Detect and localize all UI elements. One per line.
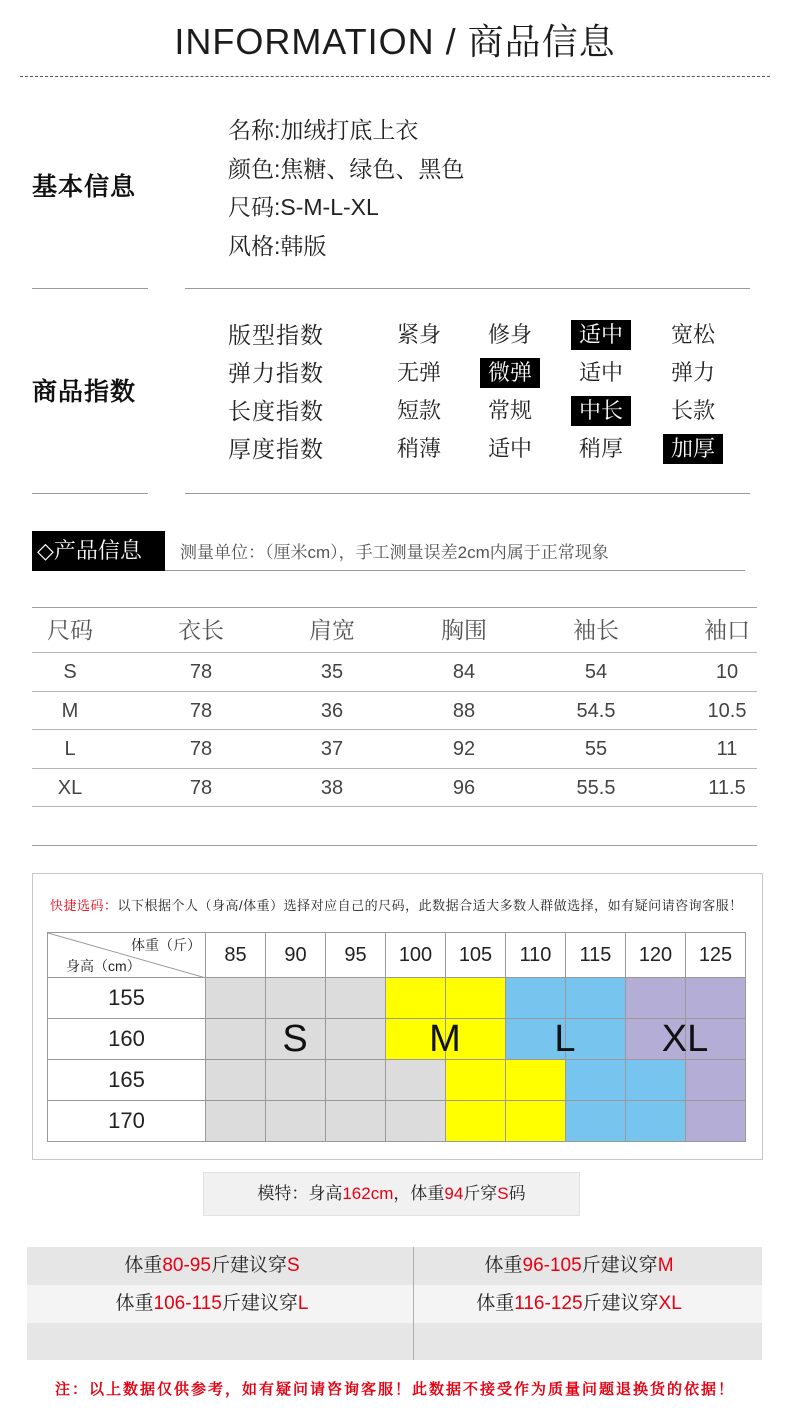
size-picker-cell bbox=[266, 1019, 326, 1060]
index-row bbox=[0, 320, 790, 350]
recommendation-l bbox=[27, 1285, 397, 1323]
size-picker-cell bbox=[566, 978, 626, 1019]
index-option: 弹力 bbox=[670, 360, 715, 385]
model-unit: 斤穿 bbox=[463, 1184, 498, 1203]
rec-range: 80-95 bbox=[162, 1255, 211, 1276]
index-option: 稍厚 bbox=[578, 436, 623, 461]
size-table-header-cell: 袖长 bbox=[573, 617, 619, 643]
size-picker-cell bbox=[446, 978, 506, 1019]
basic-info-list bbox=[228, 113, 748, 267]
size-picker-cell bbox=[386, 1101, 446, 1142]
rec-mid: 斤建议穿 bbox=[221, 1293, 298, 1314]
rec-mid: 斤建议穿 bbox=[582, 1293, 659, 1314]
size-table-header bbox=[32, 608, 757, 653]
size-picker-cell bbox=[686, 1019, 746, 1060]
index-option-selected: 适中 bbox=[571, 320, 631, 350]
size-label-m: M bbox=[429, 1018, 461, 1060]
page-title: INFORMATION / 商品信息 bbox=[174, 21, 616, 62]
size-picker-cell bbox=[686, 1101, 746, 1142]
weight-header-cell: 90 bbox=[266, 933, 326, 978]
rec-mid: 斤建议穿 bbox=[210, 1255, 287, 1276]
size-table-row bbox=[32, 769, 757, 808]
recommendation-m bbox=[413, 1247, 745, 1285]
size-picker-cell bbox=[206, 1060, 266, 1101]
rec-range: 96-105 bbox=[522, 1255, 582, 1276]
rec-range: 106-115 bbox=[153, 1293, 222, 1314]
size-picker-cell bbox=[506, 978, 566, 1019]
size-picker-cell bbox=[686, 978, 746, 1019]
height-header-cell: 170 bbox=[48, 1101, 206, 1142]
weight-header-cell: 95 bbox=[326, 933, 386, 978]
size-table-cell: 84 bbox=[452, 661, 476, 683]
size-table-cell: 10 bbox=[715, 661, 739, 683]
size-table-cell: M bbox=[61, 699, 79, 722]
model-info bbox=[203, 1172, 580, 1216]
recommendation-divider bbox=[413, 1247, 414, 1360]
rec-prefix: 体重 bbox=[124, 1255, 163, 1276]
size-picker-cell bbox=[626, 978, 686, 1019]
weight-axis-label: 体重（斤） bbox=[131, 937, 201, 953]
weight-recommendation-table bbox=[27, 1247, 762, 1360]
rec-size: L bbox=[297, 1293, 309, 1314]
index-row-label: 弹力指数 bbox=[228, 360, 324, 386]
rec-mid: 斤建议穿 bbox=[581, 1255, 658, 1276]
rec-prefix: 体重 bbox=[476, 1293, 515, 1314]
index-row bbox=[0, 434, 790, 464]
size-table-cell: 78 bbox=[189, 699, 213, 722]
basic-info-color: 颜色:焦糖、绿色、黑色 bbox=[228, 155, 465, 182]
size-picker-cell bbox=[446, 1019, 506, 1060]
size-table-cell: 55.5 bbox=[576, 776, 616, 799]
size-label-s: S bbox=[282, 1018, 308, 1060]
index-option: 常规 bbox=[487, 398, 532, 423]
index-option-selected: 中长 bbox=[571, 396, 631, 426]
size-table-cell: 78 bbox=[189, 776, 213, 799]
size-picker-row bbox=[48, 978, 746, 1019]
recommendation-row bbox=[27, 1285, 762, 1323]
size-table-cell: 78 bbox=[189, 661, 213, 683]
index-row-label: 长度指数 bbox=[228, 398, 324, 424]
size-picker-grid bbox=[47, 932, 745, 1141]
index-option: 紧身 bbox=[396, 322, 441, 347]
basic-info-name: 名称:加绒打底上衣 bbox=[228, 117, 419, 143]
size-picker-cell bbox=[266, 1101, 326, 1142]
size-picker-cell bbox=[446, 1060, 506, 1101]
rec-range: 116-125 bbox=[514, 1293, 583, 1314]
size-picker-cell bbox=[326, 1101, 386, 1142]
size-table-header-cell: 尺码 bbox=[47, 617, 93, 643]
product-index-list bbox=[0, 320, 790, 472]
height-header-cell: 155 bbox=[48, 978, 206, 1019]
dashed-divider bbox=[20, 76, 770, 77]
quick-select-label: 快捷选码： bbox=[50, 898, 118, 913]
index-option: 长款 bbox=[670, 398, 715, 423]
product-index-heading: 商品指数 bbox=[32, 378, 137, 406]
basic-info-style: 风格:韩版 bbox=[228, 232, 327, 259]
size-table-header-cell: 肩宽 bbox=[309, 617, 355, 643]
model-sep: ，体重 bbox=[393, 1184, 445, 1203]
size-picker-row bbox=[48, 1101, 746, 1142]
size-picker-corner bbox=[48, 933, 206, 978]
size-picker-cell bbox=[626, 1019, 686, 1060]
size-picker-cell bbox=[206, 1019, 266, 1060]
weight-header-cell: 85 bbox=[206, 933, 266, 978]
size-table-cell: XL bbox=[57, 776, 83, 799]
model-size: S bbox=[497, 1184, 509, 1203]
height-header-cell: 165 bbox=[48, 1060, 206, 1101]
size-table-cell: L bbox=[64, 738, 76, 760]
size-picker-cell bbox=[506, 1060, 566, 1101]
rec-size: M bbox=[657, 1255, 674, 1276]
height-axis-label: 身高（cm） bbox=[66, 958, 141, 974]
size-table-cell: 96 bbox=[452, 776, 476, 799]
weight-header-cell: 100 bbox=[386, 933, 446, 978]
size-picker-cell bbox=[566, 1101, 626, 1142]
size-label-l: L bbox=[554, 1018, 576, 1060]
index-option: 宽松 bbox=[670, 322, 715, 347]
size-table-cell: S bbox=[63, 661, 77, 683]
basic-info-size: 尺码:S-M-L-XL bbox=[228, 194, 379, 220]
index-option-selected: 微弹 bbox=[480, 358, 540, 388]
section-divider-left bbox=[32, 288, 148, 289]
size-picker-cell bbox=[506, 1101, 566, 1142]
recommendation-s bbox=[27, 1247, 397, 1285]
index-row bbox=[0, 396, 790, 426]
height-header-cell: 160 bbox=[48, 1019, 206, 1060]
weight-header-cell: 125 bbox=[686, 933, 746, 978]
index-row-label: 厚度指数 bbox=[228, 436, 324, 462]
measurement-note: 测量单位：（厘米cm），手工测量误差2cm内属于正常现象 bbox=[180, 543, 609, 562]
size-picker-cell bbox=[566, 1060, 626, 1101]
size-table-header-cell: 胸围 bbox=[441, 617, 487, 643]
index-option: 无弹 bbox=[396, 360, 441, 385]
index-option: 稍薄 bbox=[396, 436, 441, 461]
model-weight: 94 bbox=[444, 1184, 464, 1203]
index-option-selected: 加厚 bbox=[663, 434, 723, 464]
index-option: 短款 bbox=[396, 398, 441, 423]
weight-header-cell: 120 bbox=[626, 933, 686, 978]
model-suffix: 码 bbox=[508, 1184, 526, 1203]
size-picker-row bbox=[48, 1019, 746, 1060]
size-table-row bbox=[32, 692, 757, 731]
size-table-cell: 38 bbox=[320, 776, 344, 799]
index-row bbox=[0, 358, 790, 388]
size-picker-cell bbox=[566, 1019, 626, 1060]
rec-prefix: 体重 bbox=[484, 1255, 523, 1276]
size-picker-cell bbox=[206, 978, 266, 1019]
product-info-badge: ◇产品信息 bbox=[32, 531, 165, 571]
size-picker-cell bbox=[386, 1060, 446, 1101]
rec-size: XL bbox=[658, 1293, 682, 1314]
model-prefix: 模特：身高 bbox=[257, 1184, 343, 1203]
size-table-cell: 88 bbox=[452, 699, 476, 722]
size-table-cell: 36 bbox=[320, 699, 344, 722]
recommendation-row bbox=[27, 1247, 762, 1285]
model-height: 162cm bbox=[342, 1184, 394, 1203]
size-picker-cell bbox=[446, 1101, 506, 1142]
size-picker-header-row bbox=[48, 933, 746, 978]
disclaimer-note: 注：以上数据仅供参考，如有疑问请咨询客服！此数据不接受作为质量问题退换货的依据！ bbox=[54, 1381, 735, 1398]
size-picker-cell bbox=[686, 1060, 746, 1101]
weight-header-cell: 105 bbox=[446, 933, 506, 978]
size-table-cell: 78 bbox=[189, 738, 213, 760]
size-picker-cell bbox=[326, 1019, 386, 1060]
size-picker-cell bbox=[506, 1019, 566, 1060]
index-option: 适中 bbox=[578, 360, 623, 385]
size-table-row bbox=[32, 653, 757, 692]
quick-select-intro bbox=[50, 896, 743, 916]
size-picker-cell bbox=[386, 978, 446, 1019]
size-table-cell: 10.5 bbox=[707, 699, 747, 722]
quick-select-text: 以下根据个人（身高/体重）选择对应自己的尺码，此数据合适大多数人群做选择，如有疑问请咨询客服！ bbox=[117, 898, 743, 913]
rec-prefix: 体重 bbox=[115, 1293, 154, 1314]
recommendation-row-empty bbox=[27, 1323, 762, 1360]
index-option: 修身 bbox=[487, 322, 532, 347]
size-picker-cell bbox=[386, 1019, 446, 1060]
size-table-cell: 54 bbox=[584, 661, 608, 683]
weight-header-cell: 110 bbox=[506, 933, 566, 978]
size-table-cell: 37 bbox=[320, 738, 344, 760]
basic-info-heading: 基本信息 bbox=[32, 173, 137, 201]
size-table bbox=[32, 607, 757, 806]
size-table-bottom-line bbox=[32, 845, 757, 846]
size-table-cell: 11.5 bbox=[708, 776, 746, 799]
size-table-cell: 92 bbox=[452, 738, 476, 760]
section-divider-right bbox=[185, 493, 750, 494]
index-option: 适中 bbox=[487, 436, 532, 461]
size-table-cell: 54.5 bbox=[576, 699, 616, 722]
index-row-label: 版型指数 bbox=[228, 322, 324, 348]
size-picker-cell bbox=[266, 1060, 326, 1101]
size-table-header-cell: 衣长 bbox=[178, 617, 224, 643]
size-picker-cell bbox=[326, 1060, 386, 1101]
section-divider-left bbox=[32, 493, 148, 494]
size-picker-table bbox=[47, 932, 746, 1142]
weight-header-cell: 115 bbox=[566, 933, 626, 978]
size-picker-row bbox=[48, 1060, 746, 1101]
size-picker-cell bbox=[206, 1101, 266, 1142]
product-info-underline bbox=[165, 570, 745, 571]
size-table-row bbox=[32, 730, 757, 769]
section-divider-right bbox=[185, 288, 750, 289]
size-picker-cell bbox=[266, 978, 326, 1019]
size-label-xl: XL bbox=[661, 1018, 709, 1060]
size-table-cell: 55 bbox=[584, 738, 608, 760]
size-picker-cell bbox=[326, 978, 386, 1019]
recommendation-xl bbox=[413, 1285, 745, 1323]
size-picker-cell bbox=[626, 1060, 686, 1101]
size-table-cell: 11 bbox=[716, 738, 738, 760]
size-table-header-cell: 袖口 bbox=[704, 617, 750, 643]
rec-size: S bbox=[286, 1255, 300, 1276]
size-picker-cell bbox=[626, 1101, 686, 1142]
size-table-cell: 35 bbox=[320, 661, 344, 683]
